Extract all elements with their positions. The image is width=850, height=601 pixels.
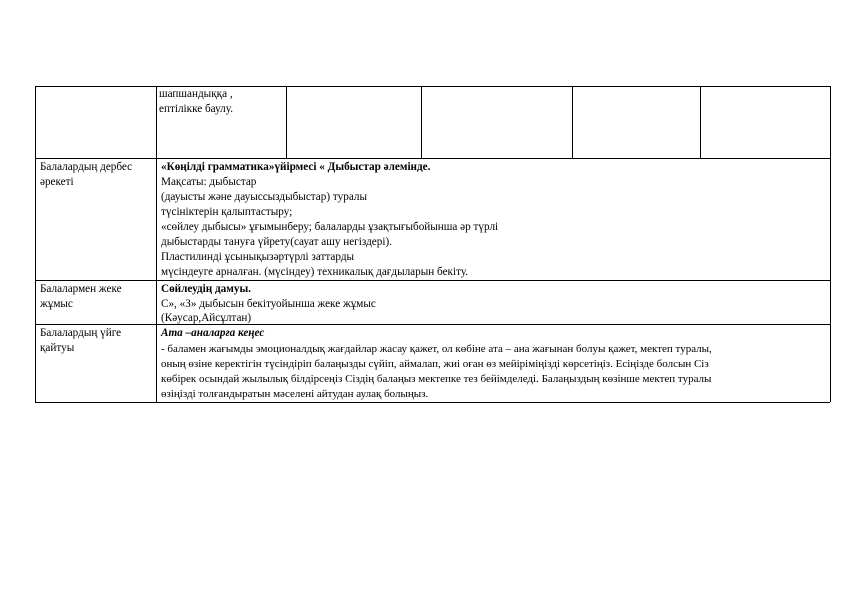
- table-col-divider-2: [286, 86, 287, 158]
- activity-line: «сөйлеу дыбысы» ұғымынберу; балаларды ұзақтығыбойынша әр түрлі: [161, 221, 499, 233]
- parents-advice-line: көбірек осындай жылылық білдірсеңіз Сіздің балаңыз мектепке тез бейімделеді. Балаңыздың көзінше мектеп туралы: [161, 373, 712, 385]
- table-border-right: [830, 86, 831, 402]
- row-label: әрекеті: [40, 176, 74, 188]
- activity-heading: «Көңілді грамматика»үйірмесі « Дыбыстар әлемінде.: [161, 161, 431, 173]
- individual-work-line: С», «З» дыбысын бекітуойынша жеке жұмыс: [161, 298, 376, 310]
- parents-advice-heading: Ата –аналарға кеңес: [161, 327, 265, 339]
- table-border-top: [35, 86, 830, 87]
- row-label: Балалармен жеке: [40, 283, 122, 295]
- table-col-divider-4: [572, 86, 573, 158]
- individual-work-line: (Кәусар,Айсұлтан): [161, 312, 252, 324]
- table-col-divider-1: [156, 86, 157, 402]
- parents-advice-line: оның өзіне керектігін түсіндіріп балаңызды сүйіп, аймалап, жиі оған өз мейіріміңізді көрсетіңіз. Есіңізде болсын Сіз: [161, 358, 709, 370]
- parents-advice-line: өзіңізді толғандыратын мәселені айтудан аулақ болыңыз.: [161, 388, 429, 400]
- activity-line: (дауысты және дауыссыздыбыстар) туралы: [161, 191, 367, 203]
- row-label: Балалардың дербес: [40, 161, 133, 173]
- table-col-divider-5: [700, 86, 701, 158]
- activity-line: Пластилинді ұсынықызәртүрлі заттарды: [161, 251, 355, 263]
- row-label: Балалардың үйге: [40, 327, 122, 339]
- activity-line: Мақсаты: дыбыстар: [161, 176, 257, 188]
- individual-work-heading: Сөйлеудің дамуы.: [161, 283, 251, 295]
- cell-text-line: ептілікке баулу.: [159, 103, 234, 115]
- table-border-left: [35, 86, 36, 402]
- activity-line: дыбыстарды тануға үйрету(сауат ашу негіздері).: [161, 236, 392, 248]
- cell-text-line: шапшандыққа ,: [159, 88, 233, 100]
- row-label: қайтуы: [40, 342, 75, 354]
- activity-line: мүсіндеуге арналған. (мүсіндеу) техникалық дағдыларын бекіту.: [161, 266, 469, 278]
- table-border-row3: [35, 324, 830, 325]
- table-border-row1: [35, 158, 830, 159]
- activity-line: түсініктерін қалыптастыру;: [161, 206, 293, 218]
- parents-advice-line: - баламен жағымды эмоционалдық жағдайлар жасау қажет, ол көбіне ата – ана жағынан болуы қажет, мектеп туралы,: [161, 343, 712, 355]
- table-border-bottom: [35, 402, 830, 403]
- table-col-divider-3: [421, 86, 422, 158]
- row-label: жұмыс: [40, 298, 73, 310]
- table-border-row2: [35, 280, 830, 281]
